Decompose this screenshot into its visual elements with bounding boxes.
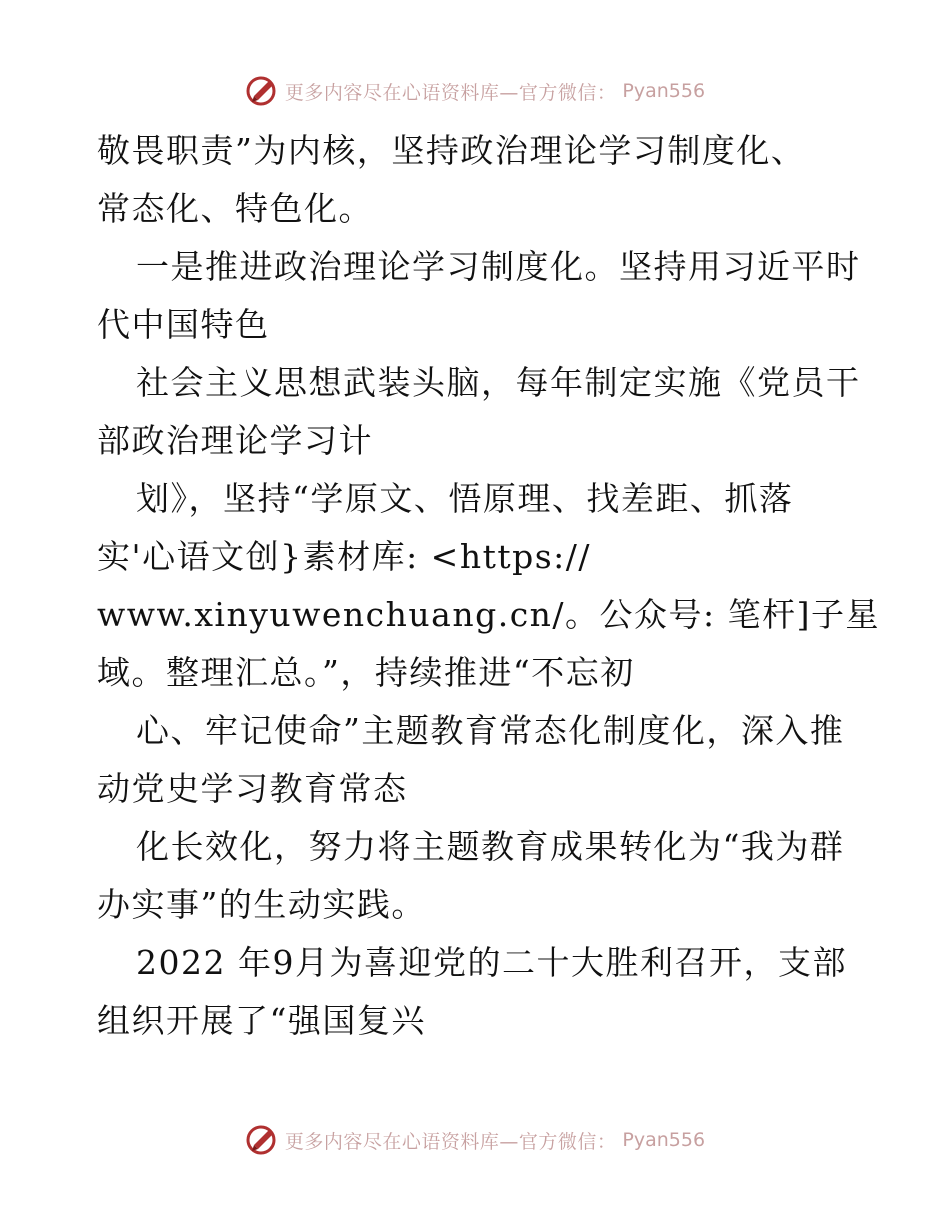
watermark-wechat-id: Pyan556	[622, 80, 706, 102]
text-line: 划》，坚持“学原文、悟原理、找差距、抓落	[136, 479, 794, 518]
text-line: 办实事”的生动实践。	[97, 885, 426, 924]
text-line: 心、牢记使命”主题教育常态化制度化，深入推	[136, 711, 845, 750]
header-watermark	[0, 71, 950, 111]
watermark-wechat-id: Pyan556	[622, 1129, 706, 1151]
text-line: 社会主义思想武装头脑，每年制定实施《党员干	[136, 363, 861, 402]
document-body	[97, 122, 881, 1050]
text-line: www.xinyuwenchuang.cn/。公众号: 笔杆]子星	[97, 595, 881, 634]
text-line: 2022 年9月为喜迎党的二十大胜利召开，支部	[136, 943, 847, 982]
text-line: 部政治理论学习计	[97, 421, 373, 460]
brand-logo-icon	[245, 1123, 279, 1157]
brand-logo-icon	[245, 74, 279, 108]
text-line: 代中国特色	[97, 305, 270, 344]
text-line: 实'心语文创}素材库: <https://	[97, 537, 592, 576]
text-line: 常态化、特色化。	[97, 189, 373, 228]
text-line: 化长效化，努力将主题教育成果转化为“我为群	[136, 827, 845, 866]
text-line: 动党史学习教育常态	[97, 769, 408, 808]
text-line: 域。整理汇总。”，持续推进“不忘初	[97, 653, 635, 692]
text-line: 组织开展了“强国复兴	[97, 1001, 426, 1040]
watermark-text: 更多内容尽在心语资料库—官方微信：	[284, 1130, 617, 1153]
text-line: 敬畏职责”为内核，坚持政治理论学习制度化、	[97, 131, 806, 170]
text-line: 一是推进政治理论学习制度化。坚持用习近平时	[136, 247, 861, 286]
footer-watermark	[0, 1120, 950, 1160]
watermark-text: 更多内容尽在心语资料库—官方微信：	[284, 81, 617, 104]
